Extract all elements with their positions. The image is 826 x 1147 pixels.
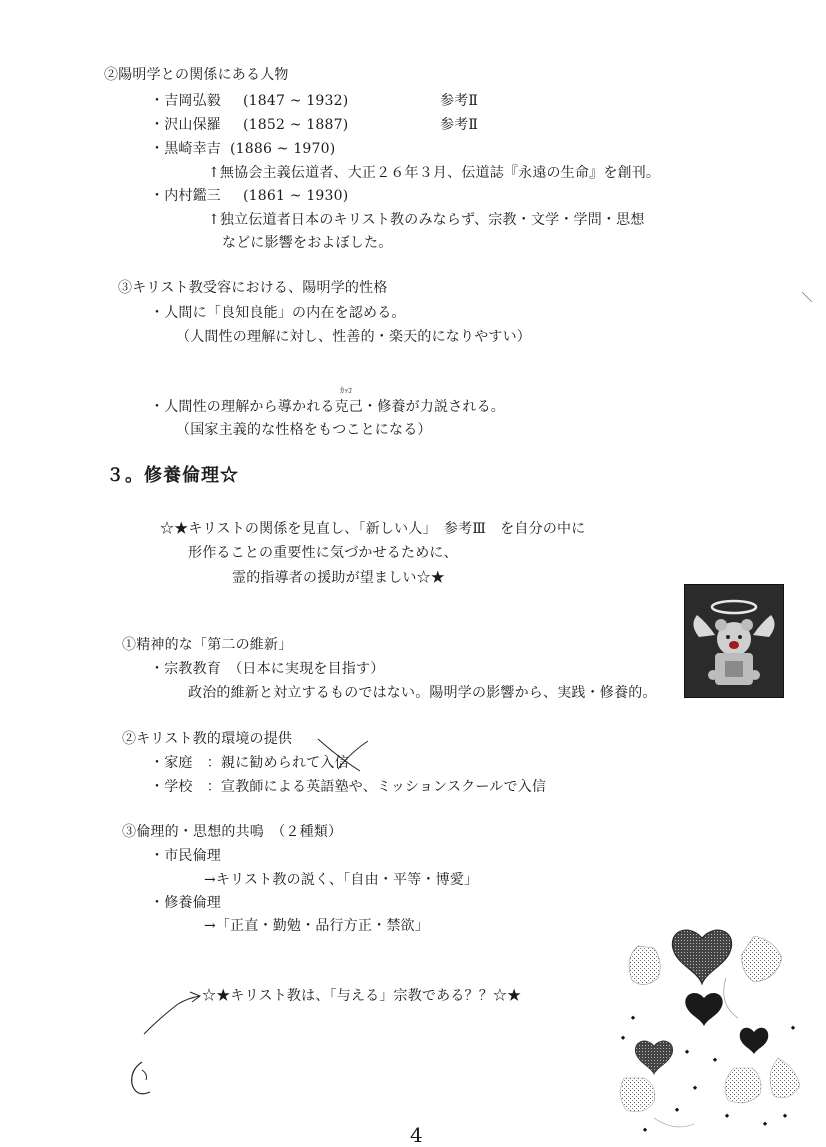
list-item-note: →キリスト教の説く、「自由・平等・博愛」 xyxy=(204,872,479,888)
section-heading-yomeigaku-people: ②陽明学との関係にある人物 xyxy=(104,67,289,83)
list-item-note: →「正直・勤勉・品行方正・禁欲」 xyxy=(204,918,429,934)
list-item: ・宗教教育 （日本に実現を目指す） xyxy=(150,661,385,677)
subsection-heading: ③倫理的・思想的共鳴 （２種類） xyxy=(122,824,343,840)
list-item: ・市民倫理 xyxy=(150,848,221,864)
list-item-note: （人間性の理解に対し、性善的・楽天的になりやすい） xyxy=(176,329,531,345)
handwritten-strike-mark xyxy=(310,735,370,775)
angel-bear-image xyxy=(684,584,784,698)
list-item: ・修養倫理 xyxy=(150,895,221,911)
person-years: (1861 ~ 1930) xyxy=(243,188,349,204)
intro-line: 霊的指導者の援助が望ましい☆★ xyxy=(232,570,445,586)
handwritten-arrow-mark xyxy=(128,990,208,1110)
person-name: ・吉岡弘毅 xyxy=(150,93,221,109)
person-note-line2: などに影響をおよぼした。 xyxy=(222,235,393,251)
person-years: (1847 ~ 1932) xyxy=(243,93,349,109)
intro-line: ☆★キリストの関係を見直し、「新しい人」 参考Ⅲ を自分の中に xyxy=(160,521,586,537)
person-name: ・内村鑑三 xyxy=(150,188,221,204)
person-ref: 参考Ⅱ xyxy=(440,117,479,133)
person-years: (1852 ~ 1887) xyxy=(243,117,349,133)
section-heading-acceptance: ③キリスト教受容における、陽明学的性格 xyxy=(118,280,388,296)
subsection-heading: ①精神的な「第二の維新」 xyxy=(122,637,293,653)
scan-mark xyxy=(800,290,814,304)
person-ref: 参考Ⅱ xyxy=(440,93,479,109)
person-name: ・沢山保羅 xyxy=(150,117,221,133)
list-item: ・学校 ：宣教師による英語塾や、ミッションスクールで入信 xyxy=(150,779,547,795)
person-note: ↑無協会主義伝道者、大正２６年３月、伝道誌『永遠の生命』を創刊。 xyxy=(208,165,661,181)
list-item-note: 政治的維新と対立するものではない。陽明学の影響から、実践・修養的。 xyxy=(188,685,657,701)
page-number: 4 xyxy=(410,1123,423,1147)
section-title-shuyo-rinri: ３。修養倫理☆ xyxy=(106,465,239,486)
person-years: (1886 ~ 1970) xyxy=(230,141,336,157)
hearts-angels-clipart xyxy=(614,918,814,1138)
list-item: ・人間性の理解から導かれる克己・修養が力説される。 xyxy=(150,399,505,415)
subsection-heading: ②キリスト教的環境の提供 xyxy=(122,731,293,747)
person-note-line1: ↑独立伝道者日本のキリスト教のみならず、宗教・文学・学問・思想 xyxy=(208,212,645,228)
list-item: ・人間に「良知良能」の内在を認める。 xyxy=(150,305,406,321)
list-item-note: （国家主義的な性格をもつことになる） xyxy=(176,422,432,438)
closing-statement: ☆★キリスト教は、「与える」宗教である？？☆★ xyxy=(202,988,522,1004)
list-item: ・家庭 ：親に勧められて入信 xyxy=(150,755,349,771)
ruby-annotation: ｶｯｺ xyxy=(340,386,352,395)
person-name: ・黒崎幸吉 xyxy=(150,141,221,157)
intro-line: 形作ることの重要性に気づかせるために、 xyxy=(188,545,458,561)
